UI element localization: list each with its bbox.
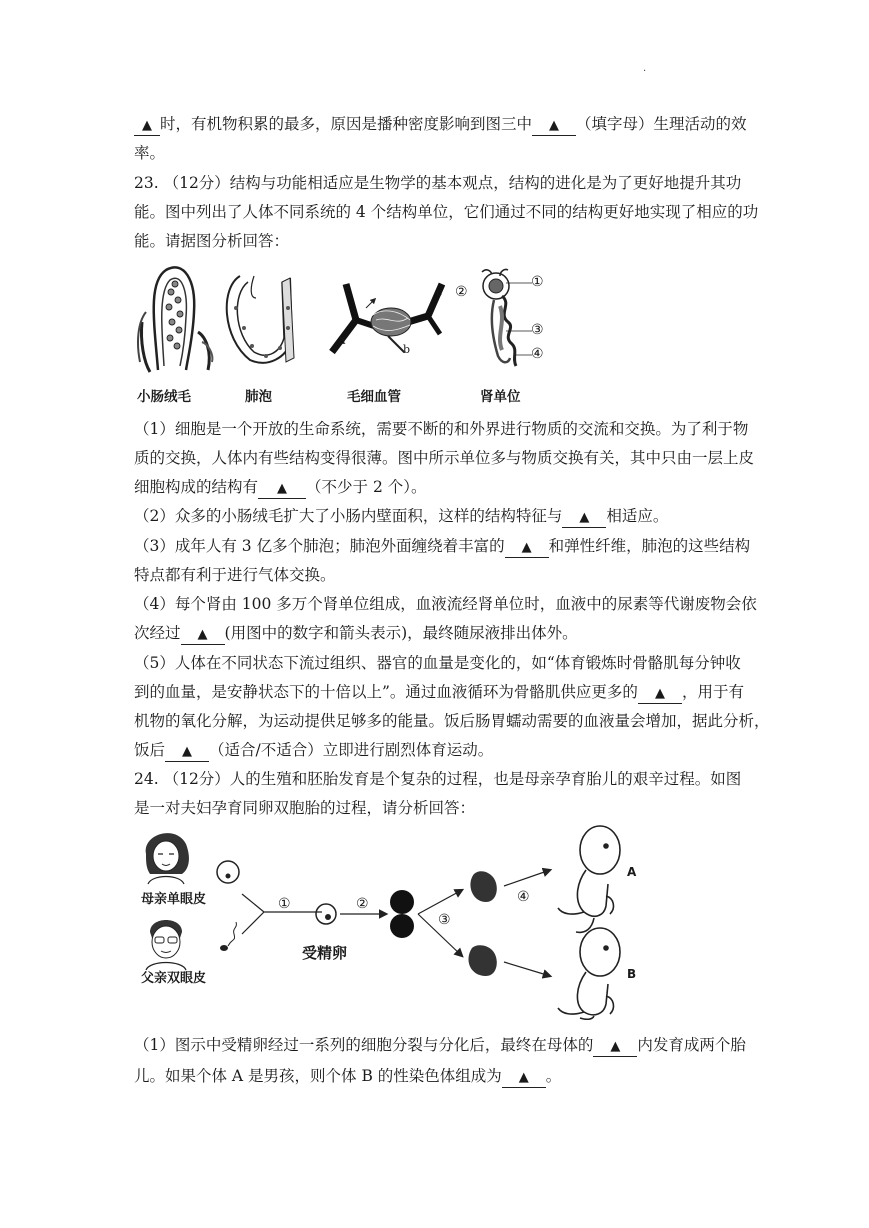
fetus-b-label: B xyxy=(627,967,637,981)
answer-blank: ▲ xyxy=(532,117,576,136)
fetus-a-icon xyxy=(558,826,620,932)
two-cell-icon xyxy=(390,890,414,938)
text: （1）图示中受精卵经过一系列的细胞分裂与分化后，最终在母体的 xyxy=(134,1036,594,1054)
text: （3）成年人有 3 亿多个肺泡；肺泡外面缠绕着丰富的 xyxy=(134,537,505,555)
q23-p4-l2 xyxy=(134,622,578,645)
q23-intro-1: 23. （12分）结构与功能相适应是生物学的基本观点，结构的进化是为了更好地提升其功 xyxy=(134,174,742,192)
answer-blank: ▲ xyxy=(181,626,225,645)
q24-intro-1: 24. （12分）人的生殖和胚胎发育是个复杂的过程，也是母亲孕育胎儿的艰辛过程。如图 xyxy=(134,770,742,788)
villus-figure xyxy=(136,262,216,374)
answer-blank: ▲ xyxy=(638,685,682,704)
q23-p5-l4 xyxy=(134,739,493,762)
text: ，用于有 xyxy=(681,683,744,701)
capillary-figure xyxy=(328,280,448,360)
nephron-label-3: ③ xyxy=(531,322,544,338)
father-icon xyxy=(146,920,186,970)
text: 。 xyxy=(545,1067,562,1085)
answer-blank: ▲ xyxy=(502,1069,546,1088)
answer-blank: ▲ xyxy=(593,1038,637,1057)
q23-p3-l2: 特点都有利于进行气体交换。 xyxy=(134,566,336,584)
mother-icon xyxy=(146,833,189,884)
q23-p5-l3: 机物的氧化分解，为运动提供足够多的能量。饭后肠胃蠕动需要的血液量会增加，据此分析， xyxy=(134,712,770,730)
q23-p1-l3 xyxy=(134,476,426,499)
nephron-label-4: ④ xyxy=(531,346,544,362)
caption-alveolus: 肺泡 xyxy=(245,389,272,405)
q23-p1-l2: 质的交换，人体内有些结构变得很薄。图中所示单位多与物质交换有关，其中只由一层上皮 xyxy=(134,449,755,467)
step-2-label: ② xyxy=(356,896,369,912)
twins-figure xyxy=(136,824,656,1020)
text: 到的血量，是安静状态下的十倍以上”。通过血液循环为骨骼肌供应更多的 xyxy=(134,683,638,701)
text: （不少于 2 个）。 xyxy=(306,478,427,496)
answer-blank: ▲ xyxy=(258,480,306,499)
text: (用图中的数字和箭头表示)，最终随尿液排出体外。 xyxy=(224,624,578,642)
sperm-icon xyxy=(220,922,236,951)
fetus-b-icon xyxy=(558,928,620,1019)
text: （填字母）生理活动的效 xyxy=(576,115,747,133)
nephron-leader-lines xyxy=(494,280,534,360)
q23-p4-l1: （4）每个肾由 100 多万个肾单位组成，血液流经肾单位时，血液中的尿素等代谢废物会依 xyxy=(134,595,757,613)
zygote-icon xyxy=(316,904,336,924)
q22-line-1 xyxy=(134,113,747,136)
text: 相适应。 xyxy=(606,507,669,525)
egg-icon xyxy=(217,861,239,883)
text: 细胞构成的结构有 xyxy=(134,478,259,496)
alveolus-figure xyxy=(220,268,304,368)
zygote-label: 受精卵 xyxy=(302,944,348,962)
embryo-icon xyxy=(468,871,496,976)
answer-blank: ▲ xyxy=(165,743,209,762)
q23-p5-l2 xyxy=(134,681,744,704)
q24-p1-l2 xyxy=(134,1065,561,1088)
step-3-label: ③ xyxy=(438,912,451,928)
nephron-label-1: ① xyxy=(531,274,544,290)
nephron-label-2: ② xyxy=(455,284,468,300)
text: 饭后 xyxy=(134,741,166,759)
text: （2）众多的小肠绒毛扩大了小肠内壁面积，这样的结构特征与 xyxy=(134,507,563,525)
answer-blank: ▲ xyxy=(134,117,160,136)
q22-line-2: 率。 xyxy=(134,144,166,162)
text: 和弹性纤维，肺泡的这些结构 xyxy=(548,537,751,555)
header-mark: · xyxy=(643,66,647,77)
q23-intro-3: 能。请据图分析回答： xyxy=(134,232,290,250)
step-1-label: ① xyxy=(278,896,291,912)
fetus-a-label: A xyxy=(627,865,637,879)
caption-capillary: 毛细血管 xyxy=(347,389,401,405)
answer-blank: ▲ xyxy=(562,509,606,528)
q23-p2 xyxy=(134,505,668,528)
capillary-label-b: b xyxy=(403,343,411,356)
q23-intro-2: 能。图中列出了人体不同系统的 4 个结构单位，它们通过不同的结构更好地实现了相应的功 xyxy=(134,203,759,221)
q23-p5-l1: （5）人体在不同状态下流过组织、器官的血量是变化的，如“体育锻炼时骨骼肌每分钟收 xyxy=(134,654,741,672)
capillary-label-a: a xyxy=(339,334,346,347)
q23-p1-l1: （1）细胞是一个开放的生命系统，需要不断的和外界进行物质的交流和交换。为了利于物 xyxy=(134,420,749,438)
q23-p3-l1 xyxy=(134,535,750,558)
q24-intro-2: 是一对夫妇孕育同卵双胞胎的过程，请分析回答： xyxy=(134,799,476,817)
q24-p1-l1 xyxy=(134,1034,746,1057)
step-4-label: ④ xyxy=(517,889,530,905)
text: 次经过 xyxy=(134,624,181,642)
text: 时，有机物积累的最多，原因是播种密度影响到图三中 xyxy=(160,115,533,133)
text: 儿。如果个体 A 是男孩，则个体 B 的性染色体组成为 xyxy=(134,1067,502,1085)
father-label: 父亲双眼皮 xyxy=(141,971,207,986)
text: （适合/不适合）立即进行剧烈体育运动。 xyxy=(209,741,494,759)
caption-villus: 小肠绒毛 xyxy=(137,389,191,405)
answer-blank: ▲ xyxy=(505,539,549,558)
capillary-label-c: c xyxy=(436,286,443,299)
mother-label: 母亲单眼皮 xyxy=(141,892,207,907)
caption-nephron: 肾单位 xyxy=(480,389,521,405)
text: 内发育成两个胎 xyxy=(637,1036,746,1054)
